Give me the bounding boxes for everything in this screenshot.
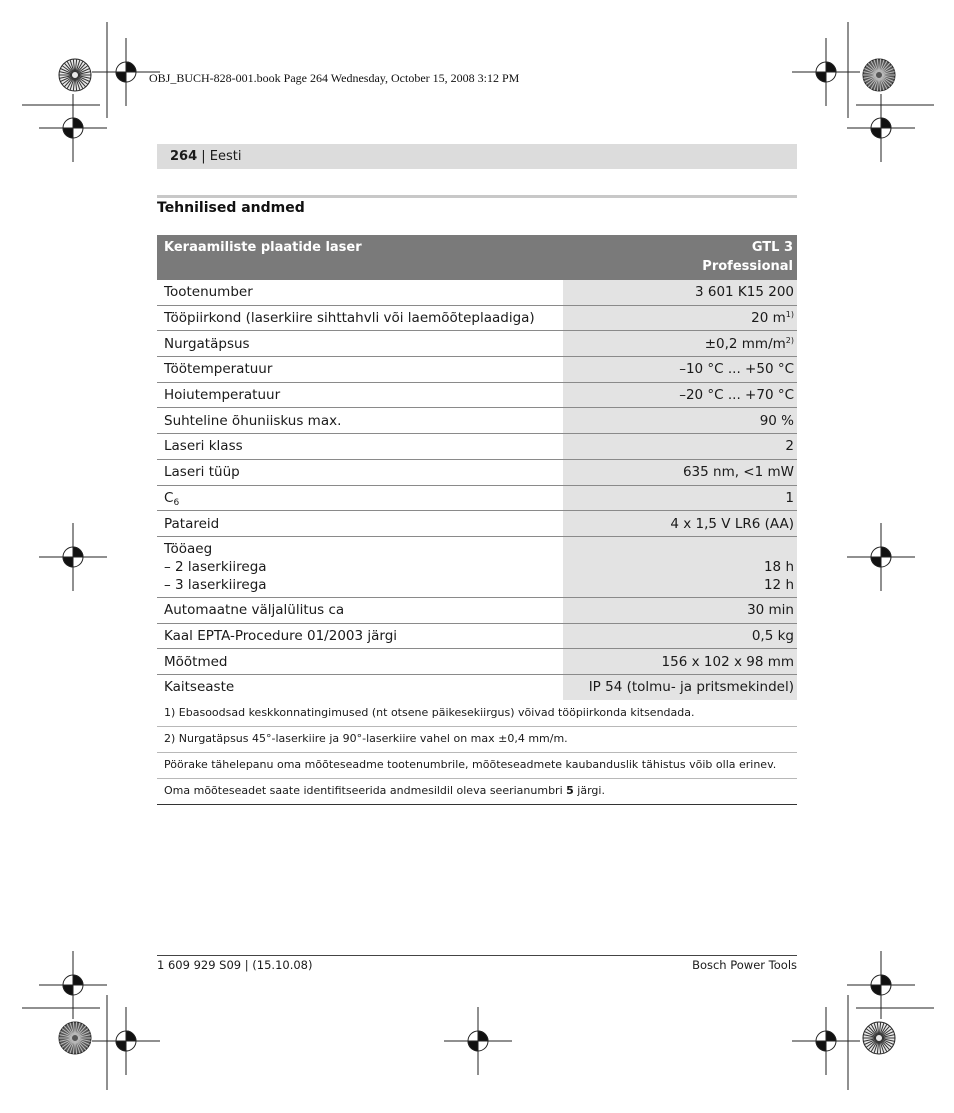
spec-value-text: IP 54 (tolmu- ja pritsmekindel) xyxy=(588,679,794,696)
table-row xyxy=(157,357,797,383)
spec-value xyxy=(563,674,797,699)
registration-crosshair-icon xyxy=(444,1007,512,1075)
spec-header-label: Keraamiliste plaatide laser xyxy=(157,235,563,280)
page-number: 264 xyxy=(170,149,198,164)
spec-value-text: 2 xyxy=(785,438,794,455)
spec-table-header xyxy=(157,235,797,280)
table-row xyxy=(157,382,797,408)
table-row xyxy=(157,305,797,331)
spec-header-model-line1: GTL 3 xyxy=(751,240,793,255)
table-row-runtime xyxy=(157,536,797,597)
spec-label-text: Töötemperatuur xyxy=(164,361,273,378)
spec-label xyxy=(157,674,563,699)
spec-value-text: ±0,2 mm/m xyxy=(704,335,786,352)
spec-label xyxy=(157,434,563,460)
spec-value xyxy=(563,382,797,408)
runtime-sub2-label: – 3 laserkiirega xyxy=(164,576,267,593)
spec-label-text: Hoiutemperatuur xyxy=(164,387,281,404)
spec-header-model-line2: Professional xyxy=(702,259,793,274)
footnote-1: 1) Ebasoodsad keskkonnatingimused (nt otsene päikesekiirgus) võivad tööpiirkonda kitsendada. xyxy=(164,706,695,719)
table-row xyxy=(157,649,797,675)
spec-value xyxy=(563,408,797,434)
table-notes xyxy=(157,701,797,805)
spec-label-text: Tootenumber xyxy=(164,284,253,301)
spec-label xyxy=(157,357,563,383)
spec-label-text: Laseri tüüp xyxy=(164,464,240,481)
runtime-sub1-value: 18 h xyxy=(763,558,794,575)
spec-value xyxy=(563,485,797,511)
table-row xyxy=(157,408,797,434)
spec-value-text: –20 °C ... +70 °C xyxy=(679,387,794,404)
spec-value-text: –10 °C ... +50 °C xyxy=(679,361,794,378)
table-row xyxy=(157,623,797,649)
spec-label xyxy=(157,649,563,675)
note-serial-ref: 5 xyxy=(566,784,574,797)
spec-label xyxy=(157,408,563,434)
table-row xyxy=(157,511,797,537)
table-row xyxy=(157,280,797,305)
color-dial-icon xyxy=(863,59,895,91)
spec-label-subscript: 6 xyxy=(173,497,180,508)
table-row xyxy=(157,434,797,460)
registration-crosshair-icon xyxy=(39,94,107,162)
footnote-2: 2) Nurgatäpsus 45°-laserkiire ja 90°-laserkiire vahel on max ±0,4 mm/m. xyxy=(157,726,797,752)
registration-crosshair-icon xyxy=(847,523,915,591)
spec-value xyxy=(563,459,797,485)
note-product-number: Pöörake tähelepanu oma mõõteseadme tootenumbrile, mõõteseadmete kaubanduslik tähistus võib olla erinev. xyxy=(157,752,797,778)
runtime-label: Tööaeg xyxy=(164,540,213,557)
spec-value xyxy=(563,280,797,305)
spec-label xyxy=(157,597,563,623)
spec-label-text: Mõõtmed xyxy=(164,653,228,670)
spec-value xyxy=(563,305,797,331)
spec-label xyxy=(157,280,563,305)
spec-header-model xyxy=(563,235,797,280)
header-language: Eesti xyxy=(209,149,242,164)
spec-label xyxy=(157,382,563,408)
spec-value-text: 635 nm, <1 mW xyxy=(682,464,794,481)
spec-label xyxy=(157,623,563,649)
footer-divider xyxy=(157,955,797,956)
registration-crosshair-icon xyxy=(39,951,107,1019)
table-row xyxy=(157,459,797,485)
registration-crosshair-icon xyxy=(792,1007,860,1075)
spec-value-text: 90 % xyxy=(759,412,794,429)
spec-label-text: Tööpiirkond (laserkiire sihttahvli või laemõõteplaadiga) xyxy=(164,310,535,327)
spec-value-text: 4 x 1,5 V LR6 (AA) xyxy=(670,515,794,532)
spec-label-text: Suhteline õhuniiskus max. xyxy=(164,412,342,429)
spec-value-text: 30 min xyxy=(747,602,794,619)
spec-label-text: Kaal EPTA-Procedure 01/2003 järgi xyxy=(164,627,398,644)
table-row xyxy=(157,331,797,357)
table-row xyxy=(157,597,797,623)
registration-crosshair-icon xyxy=(92,1007,160,1075)
footer-brand: Bosch Power Tools xyxy=(692,958,797,972)
spec-label-text: C xyxy=(164,489,174,506)
registration-crosshair-icon xyxy=(792,38,860,106)
spec-value xyxy=(563,649,797,675)
spec-label xyxy=(157,459,563,485)
spec-value xyxy=(563,331,797,357)
spec-label xyxy=(157,511,563,537)
spec-table xyxy=(157,235,797,700)
registration-crosshair-icon xyxy=(39,523,107,591)
spec-label xyxy=(157,485,563,511)
note-serial-text-before: Oma mõõteseadet saate identifitseerida andmesildil oleva seerianumbri xyxy=(164,784,567,797)
section-divider xyxy=(157,195,797,198)
table-row xyxy=(157,485,797,511)
spec-value-text: 156 x 102 x 98 mm xyxy=(661,653,794,670)
registration-crosshair-icon xyxy=(847,951,915,1019)
color-dial-icon xyxy=(863,1022,895,1054)
section-title: Tehnilised andmed xyxy=(157,200,305,216)
spec-value xyxy=(563,597,797,623)
page-header-bar xyxy=(157,144,797,169)
table-row xyxy=(157,674,797,699)
file-info: OBJ_BUCH-828-001.book Page 264 Wednesday, October 15, 2008 3:12 PM xyxy=(149,71,520,85)
spec-label-text: Nurgatäpsus xyxy=(164,335,250,352)
spec-value-text: 0,5 kg xyxy=(751,627,794,644)
spec-value xyxy=(563,623,797,649)
registration-crosshair-icon xyxy=(847,94,915,162)
spec-label-text: Automaatne väljalülitus ca xyxy=(164,602,345,619)
spec-value xyxy=(563,511,797,537)
runtime-label-cell xyxy=(157,536,563,597)
spec-label-text: Kaitseaste xyxy=(164,679,235,696)
spec-value-text: 1 xyxy=(785,489,794,506)
color-dial-icon xyxy=(59,59,91,91)
note-serial-number xyxy=(157,778,797,804)
spec-label-text: Laseri klass xyxy=(164,438,243,455)
runtime-sub2-value: 12 h xyxy=(763,576,794,593)
spec-value-footnote-ref: 1) xyxy=(785,310,794,320)
spec-label xyxy=(157,331,563,357)
spec-value-text: 20 m xyxy=(751,310,786,327)
runtime-value-cell xyxy=(563,536,797,597)
spec-value-text: 3 601 K15 200 xyxy=(694,284,794,301)
runtime-sub1-label: – 2 laserkiirega xyxy=(164,558,267,575)
color-dial-icon xyxy=(59,1022,91,1054)
note-serial-text-after: järgi. xyxy=(573,784,605,797)
spec-label xyxy=(157,305,563,331)
spec-value xyxy=(563,434,797,460)
header-separator: | xyxy=(197,149,210,164)
spec-value xyxy=(563,357,797,383)
spec-label-text: Patareid xyxy=(164,515,220,532)
spec-value-footnote-ref: 2) xyxy=(785,335,794,345)
footer-doc-number: 1 609 929 S09 | (15.10.08) xyxy=(157,958,313,972)
